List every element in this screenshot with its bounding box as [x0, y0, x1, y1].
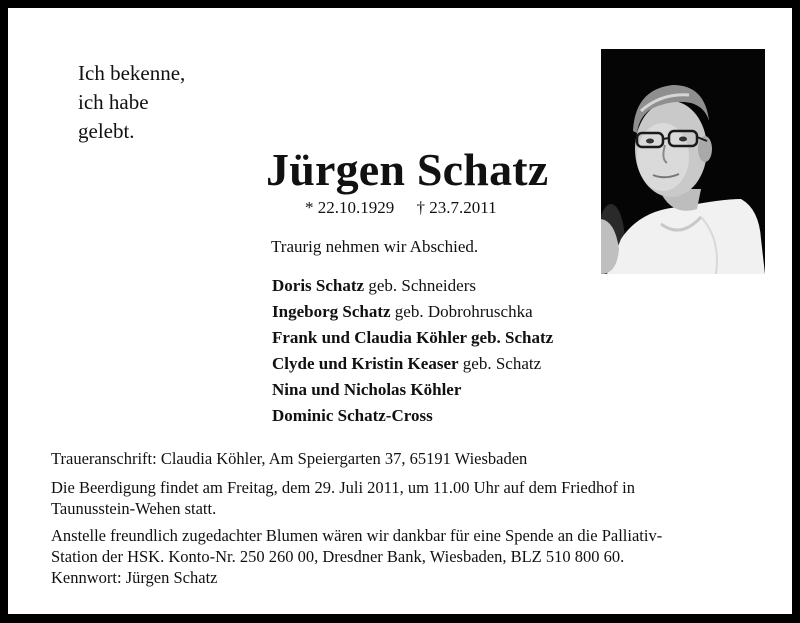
mourner [272, 403, 553, 429]
mourner [272, 299, 553, 325]
quote-line-1: Ich bekenne, [78, 61, 186, 85]
portrait-photo [601, 49, 765, 274]
donation-info [51, 525, 766, 588]
mourner [272, 351, 553, 377]
mourning-address: Traueranschrift: Claudia Köhler, Am Speiergarten 37, 65191 Wiesbaden [51, 449, 528, 468]
mourner-name: Nina und Nicholas Köhler [272, 380, 462, 399]
mourner-name: Ingeborg Schatz [272, 302, 391, 321]
mourner-name: Dominic Schatz-Cross [272, 406, 433, 425]
portrait-illustration [601, 49, 765, 274]
mourner-name: Frank und Claudia Köhler geb. Schatz [272, 328, 554, 347]
quote-line-3: gelebt. [78, 119, 135, 143]
death-date: † 23.7.2011 [416, 198, 497, 217]
donation-line-2: Station der HSK. Konto-Nr. 250 260 00, Dresdner Bank, Wiesbaden, BLZ 510 800 60. [51, 547, 625, 566]
mourner-note: geb. Dobrohruschka [390, 302, 533, 321]
farewell-text: Traurig nehmen wir Abschied. [271, 237, 479, 256]
birth-date: * 22.10.1929 [305, 198, 395, 217]
mourner [272, 377, 553, 403]
mourner [272, 325, 553, 351]
mourner-name: Doris Schatz [272, 276, 365, 295]
mourner [272, 273, 553, 299]
funeral-line-2: Taunusstein-Wehen statt. [51, 499, 217, 518]
donation-line-1: Anstelle freundlich zugedachter Blumen wären wir dankbar für eine Spende an die Palliativ- [51, 526, 663, 545]
mourner-note: geb. Schneiders [364, 276, 476, 295]
deceased-name: Jürgen Schatz [266, 144, 549, 195]
funeral-line-1: Die Beerdigung findet am Freitag, dem 29. Juli 2011, um 11.00 Uhr auf dem Friedhof in [51, 478, 635, 497]
funeral-info [51, 477, 766, 519]
life-dates [305, 198, 497, 218]
mourners-list [272, 273, 553, 429]
mourner-name: Clyde und Kristin Keaser [272, 354, 459, 373]
mourner-note: geb. Schatz [458, 354, 542, 373]
donation-line-3: Kennwort: Jürgen Schatz [51, 568, 218, 587]
quote [78, 59, 185, 146]
quote-line-2: ich habe [78, 90, 149, 114]
